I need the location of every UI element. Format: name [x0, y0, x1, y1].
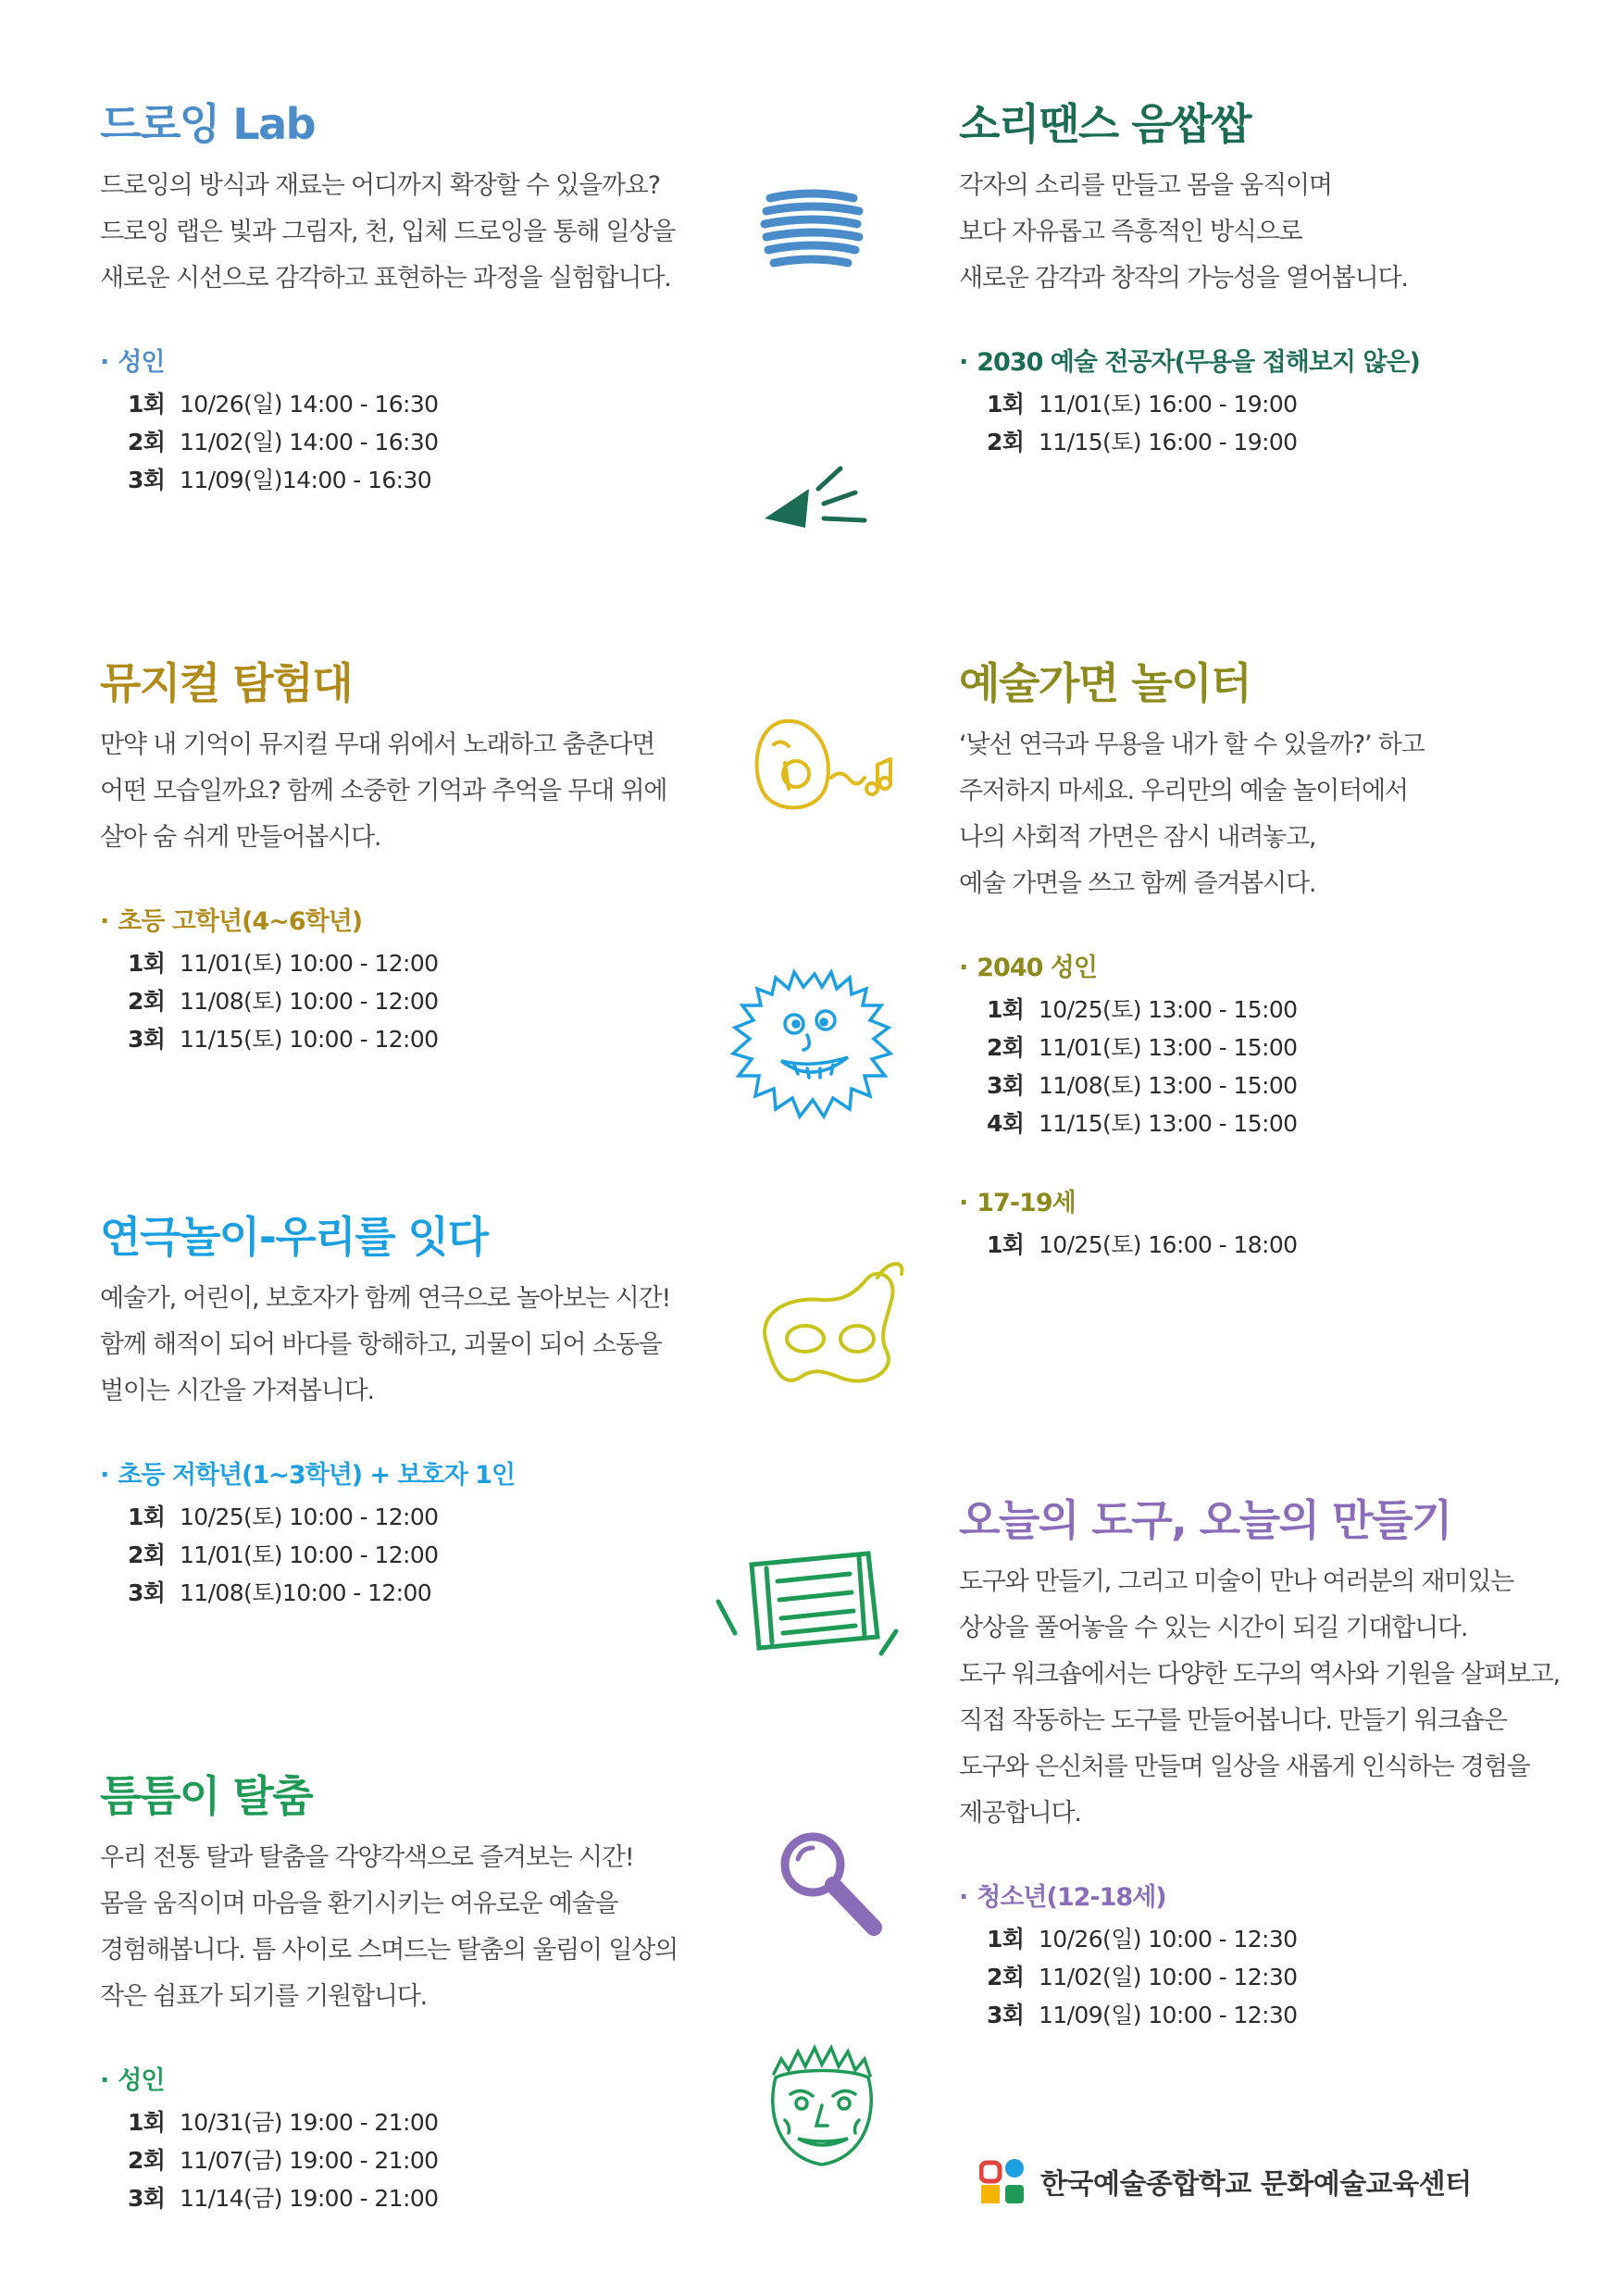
session-row: 1회 10/25(토) 16:00 - 18:00: [987, 1231, 1298, 1258]
program-description: 우리 전통 탈과 탈춤을 각양각색으로 즐겨보는 시간! 몸을 움직이며 마음을 환기시키는 여유로운 예술을 경험해봅니다. 틈 사이로 스며드는 탈춤의 울림이 일상의 작은 쉼표가 되기를 기원합니다.: [100, 1843, 678, 2011]
audience-label: · 초등 저학년(1~3학년) + 보호자 1인: [100, 1461, 516, 1490]
program-talchum: [100, 1768, 678, 2217]
program-theater-play: [100, 1209, 670, 1612]
program-description: 도구와 만들기, 그리고 미술이 만나 여러분의 재미있는 상상을 풀어놓을 수 있는 시간이 되길 기대합니다. 도구 워크숍에서는 다양한 도구의 역사와 기원을 살펴보고, 직접 작동하는 도구를 만들어봅니다. 만들기 워크숍은 도구와 은신처를 만들며 일상을 새롭게 인식하는 경험을 제공합니다.: [959, 1567, 1560, 1828]
session-row: 1회 10/25(토) 13:00 - 15:00: [987, 996, 1298, 1023]
footer: [979, 2157, 1472, 2205]
session-row: 1회 11/01(토) 10:00 - 12:00: [128, 950, 439, 977]
session-row: 1회 10/26(일) 14:00 - 16:30: [128, 391, 439, 418]
audience-label: · 성인: [100, 348, 165, 377]
audience-label: · 초등 고학년(4~6학년): [100, 907, 363, 936]
session-row: 2회 11/02(일) 14:00 - 16:30: [128, 429, 439, 455]
singing-face-icon: [742, 704, 909, 824]
program-description: 예술가, 어린이, 보호자가 함께 연극으로 놀아보는 시간! 함께 해적이 되어 바다를 항해하고, 괴물이 되어 소동을 벌이는 시간을 가져봅니다.: [100, 1284, 671, 1405]
program-title: 연극놀이-우리를 잇다: [100, 1212, 488, 1262]
program-description: ‘낯선 연극과 무용을 내가 할 수 있을까?’ 하고 주저하지 마세요. 우리만의 예술 놀이터에서 나의 사회적 가면은 잠시 내려놓고, 예술 가면을 쓰고 함께 즐겨봅시다.: [959, 730, 1425, 898]
audience-label: · 2040 성인: [959, 954, 1097, 982]
megaphone-icon: [759, 461, 870, 535]
session-row: 2회 11/08(토) 10:00 - 12:00: [128, 988, 439, 1015]
mask-icon: [748, 1250, 915, 1398]
session-row: 2회 11/07(금) 19:00 - 21:00: [128, 2147, 439, 2174]
session-row: 1회 10/25(토) 10:00 - 12:00: [128, 1504, 439, 1530]
traditional-mask-icon: [757, 2037, 887, 2176]
program-art-mask: [959, 655, 1425, 1264]
program-description: 드로잉의 방식과 재료는 어디까지 확장할 수 있을까요? 드로잉 랩은 빛과 그림자, 천, 입체 드로잉을 통해 일상을 새로운 시선으로 감각하고 표현하는 과정을 실험합니다.: [100, 171, 676, 293]
session-row: 1회 10/26(일) 10:00 - 12:30: [987, 1926, 1298, 1953]
organization-name: 한국예술종합학교 문화예술교육센터: [1040, 2168, 1472, 2201]
session-row: 2회 11/01(토) 13:00 - 15:00: [987, 1034, 1298, 1061]
program-tool-making: [959, 1492, 1560, 2034]
program-title: 드로잉 Lab: [100, 99, 316, 149]
session-row: 1회 10/31(금) 19:00 - 21:00: [128, 2109, 439, 2136]
program-title: 소리땐스 음쌉쌉: [959, 99, 1251, 149]
program-title: 오늘의 도구, 오늘의 만들기: [959, 1495, 1451, 1545]
scribble-icon: [757, 185, 868, 278]
program-title: 뮤지컬 탐험대: [100, 658, 353, 708]
audience-label: · 성인: [100, 2066, 165, 2095]
program-drawing-lab: [100, 96, 675, 499]
magnifier-icon: [772, 1824, 892, 1944]
session-row: 3회 11/15(토) 10:00 - 12:00: [128, 1026, 439, 1053]
audience-label: · 2030 예술 전공자(무용을 접해보지 않은): [959, 348, 1420, 377]
program-description: 각자의 소리를 만들고 몸을 움직이며 보다 자유롭고 즉흥적인 방식으로 새로운 감각과 창작의 가능성을 열어봅니다.: [959, 171, 1408, 293]
session-row: 4회 11/15(토) 13:00 - 15:00: [987, 1110, 1298, 1137]
session-row: 2회 11/01(토) 10:00 - 12:00: [128, 1541, 439, 1568]
session-row: 3회 11/08(토)10:00 - 12:00: [128, 1579, 432, 1606]
session-row: 1회 11/01(토) 16:00 - 19:00: [987, 391, 1298, 418]
session-row: 3회 11/14(금) 19:00 - 21:00: [128, 2185, 439, 2212]
session-row: 3회 11/08(토) 13:00 - 15:00: [987, 1072, 1298, 1099]
drum-icon: [711, 1544, 915, 1665]
hairy-monster-icon: [722, 965, 907, 1131]
audience-label: · 청소년(12-18세): [959, 1883, 1166, 1912]
session-row: 2회 11/15(토) 16:00 - 19:00: [987, 429, 1298, 455]
audience-label: · 17-19세: [959, 1189, 1076, 1217]
session-row: 2회 11/02(일) 10:00 - 12:30: [987, 1964, 1298, 1990]
session-row: 3회 11/09(일)14:00 - 16:30: [128, 467, 432, 493]
program-title: 틈틈이 탈춤: [100, 1771, 313, 1821]
program-soridance: [959, 96, 1420, 461]
session-row: 3회 11/09(일) 10:00 - 12:30: [987, 2002, 1298, 2028]
karts-logo-icon: [979, 2157, 1027, 2205]
program-description: 만약 내 기억이 뮤지컬 무대 위에서 노래하고 춤춘다면 어떤 모습일까요? 함께 소중한 기억과 추억을 무대 위에 살아 숨 쉬게 만들어봅시다.: [100, 730, 667, 852]
program-musical: [100, 655, 666, 1058]
program-title: 예술가면 놀이터: [959, 658, 1251, 708]
